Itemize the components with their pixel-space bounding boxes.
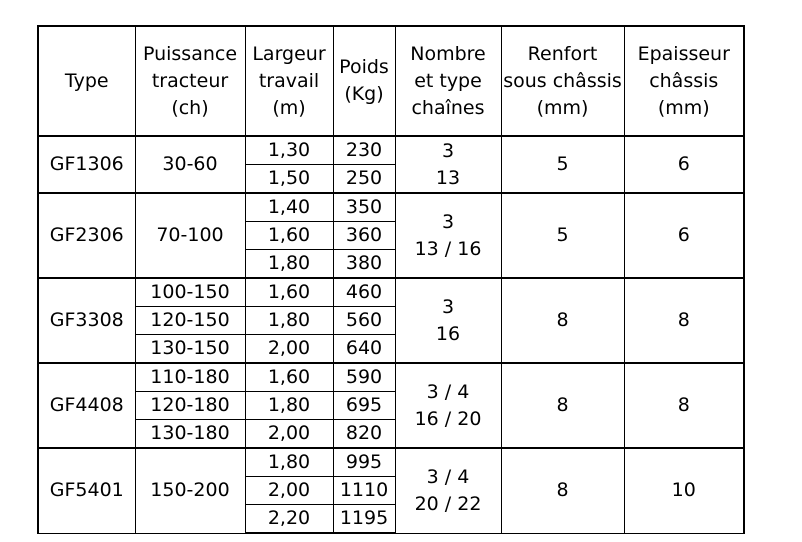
table-row: [38, 363, 744, 392]
weight-cell: 695: [333, 392, 395, 420]
table-body: [38, 136, 744, 533]
chains-cell: [395, 448, 501, 533]
width-cell: 1,80: [245, 250, 333, 279]
chains-count: 3 / 4: [426, 465, 470, 488]
width-cell: 1,80: [245, 448, 333, 477]
table-row: [38, 448, 744, 477]
weight-cell: 1110: [333, 477, 395, 505]
table-row: [38, 193, 744, 222]
weight-cell: 250: [333, 165, 395, 194]
weight-cell: 360: [333, 222, 395, 250]
header-power-line: (ch): [171, 96, 209, 119]
chains-cell: [395, 278, 501, 363]
table-header: [38, 26, 744, 136]
weight-cell: 640: [333, 335, 395, 364]
header-chains: [395, 26, 501, 136]
model-type-cell: GF5401: [38, 448, 135, 533]
header-weight: [333, 26, 395, 136]
thickness-cell: 8: [624, 363, 744, 448]
header-width: [245, 26, 333, 136]
weight-cell: 820: [333, 420, 395, 449]
weight-cell: 460: [333, 278, 395, 307]
chains-count: 3 / 4: [426, 380, 470, 403]
thickness-cell: 8: [624, 278, 744, 363]
thickness-cell: 6: [624, 136, 744, 193]
power-cell: 130-180: [135, 420, 245, 449]
chains-type: 20 / 22: [414, 492, 482, 515]
power-cell: 110-180: [135, 363, 245, 392]
reinforcement-cell: 5: [501, 193, 624, 278]
width-cell: 1,80: [245, 307, 333, 335]
width-cell: 1,80: [245, 392, 333, 420]
power-cell: 130-150: [135, 335, 245, 364]
width-cell: 2,20: [245, 505, 333, 534]
model-type-cell: GF2306: [38, 193, 135, 278]
chains-cell: [395, 136, 501, 193]
width-cell: 1,60: [245, 278, 333, 307]
power-cell: 120-180: [135, 392, 245, 420]
header-weight-line: Poids: [339, 56, 389, 78]
reinforcement-cell: 8: [501, 448, 624, 533]
chains-cell: [395, 193, 501, 278]
chains-type: 16: [435, 322, 461, 345]
weight-cell: 350: [333, 193, 395, 222]
model-type-cell: GF1306: [38, 136, 135, 193]
header-chains-line: et type: [414, 69, 482, 92]
header-thickness: [624, 26, 744, 136]
chains-type: 13: [435, 166, 461, 189]
header-width-line: (m): [272, 96, 306, 119]
header-weight-line: (Kg): [344, 83, 384, 105]
weight-cell: 380: [333, 250, 395, 279]
chains-type: 13 / 16: [414, 237, 482, 260]
power-cell: 70-100: [135, 193, 245, 278]
model-type-cell: GF3308: [38, 278, 135, 363]
power-cell: 150-200: [135, 448, 245, 533]
thickness-cell: 6: [624, 193, 744, 278]
width-cell: 2,00: [245, 335, 333, 364]
table-row: [38, 278, 744, 307]
header-power: [135, 26, 245, 136]
width-cell: 2,00: [245, 420, 333, 449]
header-power-line: tracteur: [151, 69, 229, 92]
header-thickness-line: Epaisseur: [637, 42, 730, 65]
width-cell: 1,60: [245, 363, 333, 392]
header-thickness-line: châssis: [649, 69, 719, 92]
model-type-cell: GF4408: [38, 363, 135, 448]
width-cell: 1,40: [245, 193, 333, 222]
header-type: [38, 26, 135, 136]
header-reinforcement-line: (mm): [536, 96, 589, 119]
weight-cell: 995: [333, 448, 395, 477]
width-cell: 2,00: [245, 477, 333, 505]
reinforcement-cell: 5: [501, 136, 624, 193]
width-cell: 1,60: [245, 222, 333, 250]
header-type-line: Type: [64, 69, 109, 92]
reinforcement-cell: 8: [501, 278, 624, 363]
weight-cell: 590: [333, 363, 395, 392]
header-width-line: travail: [258, 69, 320, 92]
chains-count: 3: [441, 210, 455, 233]
weight-cell: 230: [333, 136, 395, 165]
header-reinforcement: [501, 26, 624, 136]
specifications-table: [37, 25, 745, 534]
chains-count: 3: [441, 139, 455, 162]
reinforcement-cell: 8: [501, 363, 624, 448]
power-cell: 100-150: [135, 278, 245, 307]
table-row: [38, 136, 744, 165]
header-chains-line: chaînes: [411, 96, 485, 119]
header-width-line: Largeur: [252, 42, 326, 65]
header-chains-line: Nombre: [410, 42, 486, 65]
weight-cell: 560: [333, 307, 395, 335]
chains-cell: [395, 363, 501, 448]
width-cell: 1,50: [245, 165, 333, 194]
chains-count: 3: [441, 295, 455, 318]
power-cell: 120-150: [135, 307, 245, 335]
power-cell: 30-60: [135, 136, 245, 193]
width-cell: 1,30: [245, 136, 333, 165]
chains-type: 16 / 20: [414, 407, 482, 430]
header-reinforcement-line: sous châssis: [503, 69, 622, 92]
header-reinforcement-line: Renfort: [527, 42, 598, 65]
header-power-line: Puissance: [142, 42, 238, 65]
header-thickness-line: (mm): [657, 96, 710, 119]
weight-cell: 1195: [333, 505, 395, 534]
thickness-cell: 10: [624, 448, 744, 533]
